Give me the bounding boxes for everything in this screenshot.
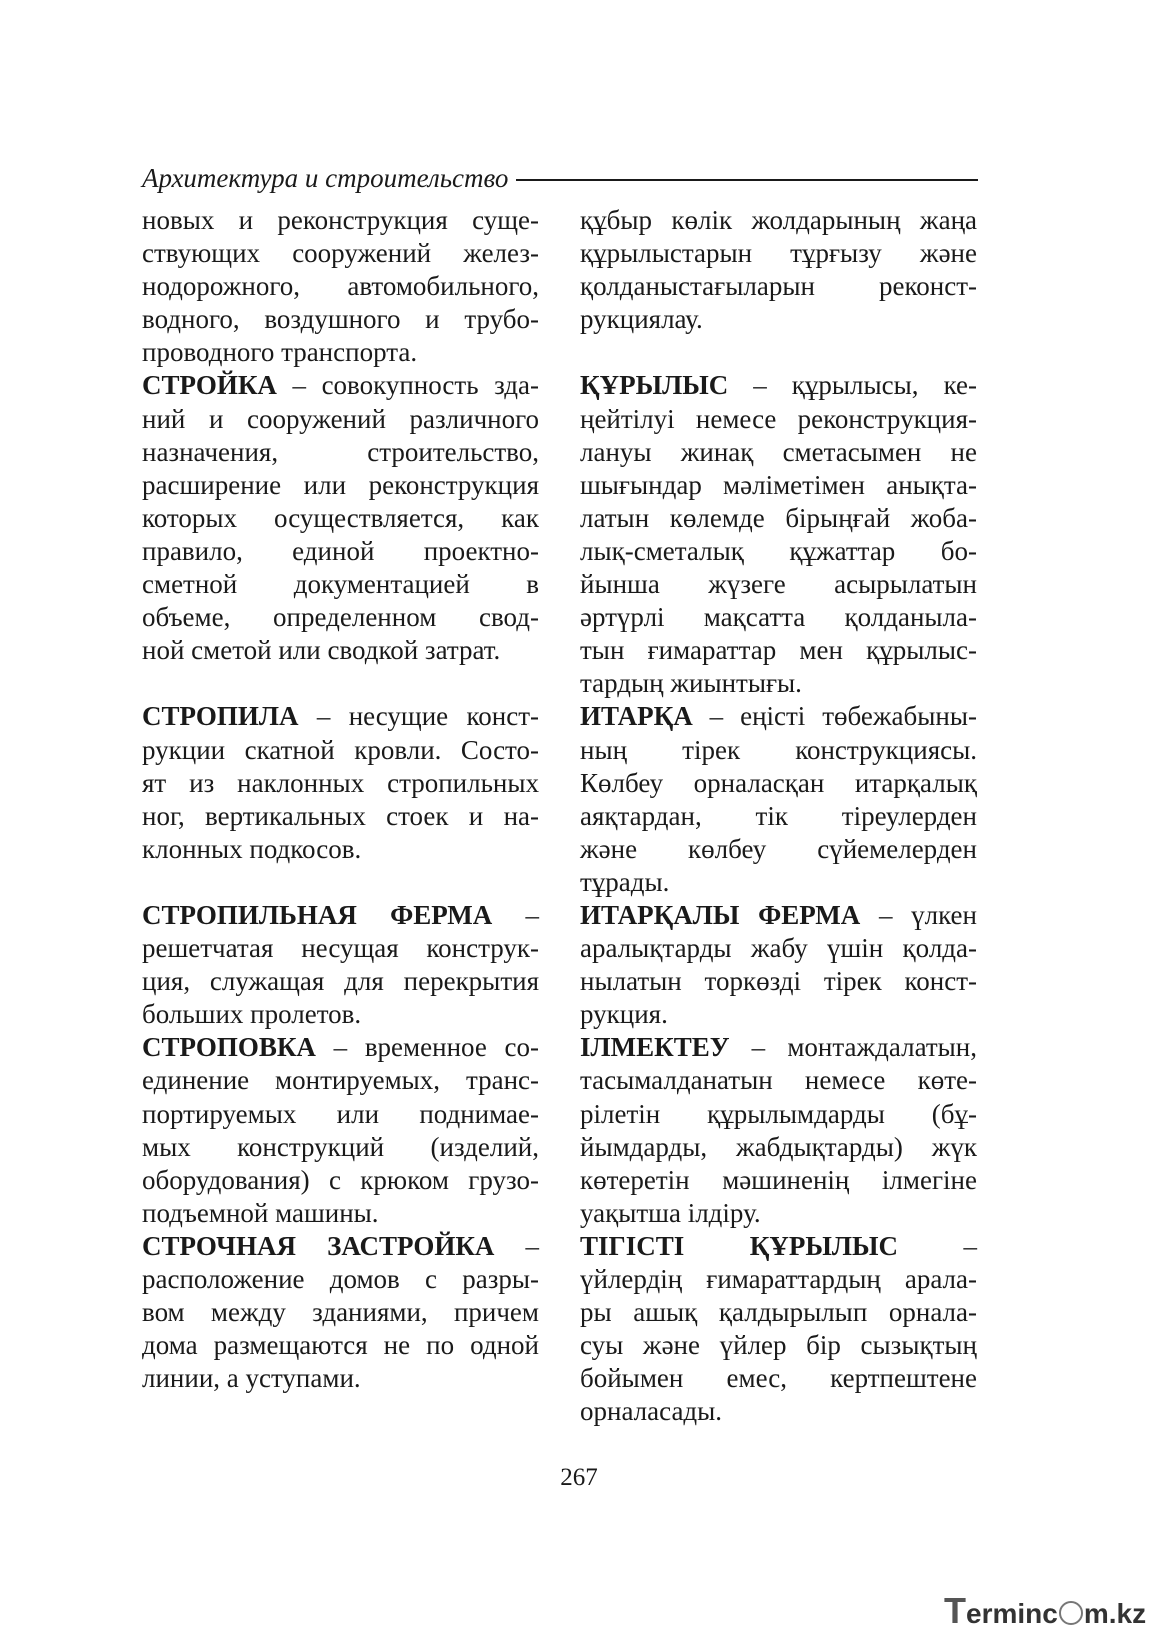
text-line bbox=[142, 1164, 539, 1197]
line-text: ног, вертикальных стоек и на- bbox=[142, 800, 539, 831]
text-line bbox=[142, 634, 539, 667]
text-line bbox=[142, 270, 539, 303]
line-text: лануы жинақ сметасымен не bbox=[580, 436, 977, 467]
line-text: решетчатая несущая конструк- bbox=[142, 933, 539, 964]
line-text: оборудования) с крюком грузо- bbox=[142, 1164, 539, 1195]
line-text: подъемной машины. bbox=[142, 1197, 379, 1228]
text-line bbox=[142, 932, 539, 965]
text-line bbox=[580, 270, 977, 303]
entry-term: СТРОЧНАЯ ЗАСТРОЙКА bbox=[142, 1230, 495, 1261]
left-column-russian bbox=[142, 204, 539, 1395]
text-line bbox=[142, 502, 539, 535]
header-title: Архитектура и строительство bbox=[142, 162, 509, 193]
line-text: рукции скатной кровли. Состо- bbox=[142, 734, 539, 765]
text-line bbox=[580, 502, 977, 535]
line-text: рукция. bbox=[580, 999, 668, 1030]
line-text: аяқтардан, тік тіреулерден bbox=[580, 800, 977, 831]
running-header bbox=[142, 160, 978, 196]
text-line bbox=[580, 1329, 977, 1362]
line-text: нылатын торкөзді тірек конст- bbox=[580, 966, 977, 997]
entry-term: СТРОПОВКА bbox=[142, 1032, 316, 1063]
line-text: сметной документацией в bbox=[142, 569, 539, 600]
right-column-kazakh bbox=[580, 204, 977, 1428]
line-text: аралықтарды жабу үшін қолда- bbox=[580, 933, 977, 964]
line-text: уақытша ілдіру. bbox=[580, 1197, 761, 1228]
line-text: бойымен емес, кертпештене bbox=[580, 1363, 977, 1394]
line-text: проводного транспорта. bbox=[142, 337, 418, 368]
line-text: тұрады. bbox=[580, 866, 670, 897]
line-text: мых конструкций (изделий, bbox=[142, 1131, 539, 1162]
text-line bbox=[580, 469, 977, 502]
line-text: нодорожного, автомобильного, bbox=[142, 271, 539, 302]
text-line bbox=[142, 237, 539, 270]
text-line bbox=[142, 767, 539, 800]
line-text: ры ашық қалдырылып орнала- bbox=[580, 1297, 977, 1328]
text-line bbox=[580, 634, 977, 667]
line-text: новых и реконструкция суще- bbox=[142, 205, 539, 235]
line-text: – bbox=[897, 1230, 977, 1261]
text-line bbox=[580, 1197, 977, 1230]
text-line bbox=[580, 833, 977, 866]
line-text: және көлбеу сүйемелерден bbox=[580, 833, 977, 864]
termincom-watermark-logo bbox=[944, 1590, 1146, 1632]
line-text: рукциялау. bbox=[580, 304, 703, 335]
line-text: суы және үйлер бір сызықтың bbox=[580, 1330, 977, 1361]
line-text: – үлкен bbox=[860, 899, 977, 930]
entry-term: ҚҰРЫЛЫС bbox=[580, 370, 729, 401]
line-text: йынша жүзеге асырылатын bbox=[580, 569, 977, 600]
line-text: которых осуществляется, как bbox=[142, 502, 539, 533]
text-line bbox=[580, 965, 977, 998]
line-text: единение монтируемых, транс- bbox=[142, 1065, 539, 1096]
text-line bbox=[580, 204, 977, 237]
text-line bbox=[142, 601, 539, 634]
text-line bbox=[142, 535, 539, 568]
line-text: Көлбеу орналасқан итарқалық bbox=[580, 767, 977, 798]
text-line bbox=[580, 369, 977, 402]
text-line bbox=[580, 1263, 977, 1296]
line-text: рілетін құрылымдарды (бұ- bbox=[580, 1098, 977, 1129]
line-text: ствующих сооружений желез- bbox=[142, 238, 539, 269]
line-text: үйлердің ғимараттардың арала- bbox=[580, 1264, 977, 1294]
line-text: құрылыстарын тұрғызу және bbox=[580, 238, 977, 269]
text-line bbox=[142, 700, 539, 733]
text-line bbox=[142, 734, 539, 767]
entry-term: СТРОЙКА bbox=[142, 370, 277, 401]
line-text: расположение домов с разры- bbox=[142, 1264, 539, 1294]
line-text: көтеретін мәшиненің ілмегіне bbox=[580, 1164, 977, 1195]
text-line bbox=[580, 303, 977, 336]
text-line bbox=[580, 866, 977, 899]
text-line bbox=[142, 998, 539, 1031]
text-line bbox=[142, 1263, 539, 1296]
line-text: – құрылысы, ке- bbox=[728, 370, 977, 401]
text-line bbox=[580, 1296, 977, 1329]
text-line bbox=[580, 535, 977, 568]
text-line bbox=[580, 568, 977, 601]
entry-term: СТРОПИЛЬНАЯ ФЕРМА bbox=[142, 899, 493, 930]
line-text: ной сметой или сводкой затрат. bbox=[142, 635, 501, 666]
line-text: правило, единой проектно- bbox=[142, 535, 539, 566]
line-text: расширение или реконструкция bbox=[142, 469, 539, 500]
line-text: шығындар мәліметімен анықта- bbox=[580, 469, 977, 500]
watermark-domain: m.kz bbox=[1083, 1598, 1147, 1629]
text-line bbox=[580, 667, 977, 700]
line-text: клонных подкосов. bbox=[142, 833, 362, 864]
text-line bbox=[142, 965, 539, 998]
text-line bbox=[580, 237, 977, 270]
text-line bbox=[580, 998, 977, 1031]
text-line bbox=[580, 403, 977, 436]
text-line bbox=[580, 1230, 977, 1263]
line-text: вом между зданиями, причем bbox=[142, 1297, 539, 1328]
text-line bbox=[142, 800, 539, 833]
text-line bbox=[142, 1362, 539, 1395]
line-text: – монтаждалатын, bbox=[729, 1032, 977, 1063]
text-line bbox=[142, 1031, 539, 1064]
text-line bbox=[142, 1329, 539, 1362]
line-text: – bbox=[492, 899, 539, 930]
line-text: латын көлемде бірыңғай жоба- bbox=[580, 502, 977, 533]
text-line bbox=[142, 469, 539, 502]
text-line bbox=[142, 1296, 539, 1329]
text-line bbox=[580, 601, 977, 634]
paragraph-gap bbox=[142, 667, 539, 700]
line-text: – несущие конст- bbox=[298, 701, 539, 732]
text-line bbox=[580, 1098, 977, 1131]
text-line bbox=[580, 436, 977, 469]
line-text: қолданыстағыларын реконст- bbox=[580, 271, 977, 302]
text-line bbox=[142, 436, 539, 469]
line-text: тасымалданатын немесе көте- bbox=[580, 1065, 977, 1096]
line-text: ның тірек конструкциясы. bbox=[580, 734, 977, 765]
text-line bbox=[142, 1098, 539, 1131]
line-text: йымдарды, жабдықтарды) жүк bbox=[580, 1131, 977, 1162]
text-line bbox=[142, 204, 539, 237]
line-text: портируемых или поднимае- bbox=[142, 1098, 539, 1129]
line-text: объеме, определенном свод- bbox=[142, 602, 539, 633]
entry-term: ИТАРҚА bbox=[580, 701, 693, 732]
text-line bbox=[580, 734, 977, 767]
text-line bbox=[142, 833, 539, 866]
text-line bbox=[580, 1064, 977, 1097]
line-text: тын ғимараттар мен құрылыс- bbox=[580, 635, 977, 666]
line-text: әртүрлі мақсатта қолданыла- bbox=[580, 602, 977, 633]
text-line bbox=[142, 403, 539, 436]
paragraph-gap bbox=[142, 866, 539, 899]
line-text: ят из наклонных стропильных bbox=[142, 767, 539, 798]
text-line bbox=[142, 369, 539, 402]
text-line bbox=[580, 1164, 977, 1197]
line-text: ний и сооружений различного bbox=[142, 403, 539, 434]
page-number: 267 bbox=[560, 1464, 598, 1491]
watermark-text: erminc bbox=[966, 1598, 1058, 1629]
text-line bbox=[580, 932, 977, 965]
paragraph-gap bbox=[580, 336, 977, 369]
text-line bbox=[580, 899, 977, 932]
watermark-magnifier-icon bbox=[1059, 1601, 1083, 1625]
text-line bbox=[142, 1064, 539, 1097]
line-text: назначения, строительство, bbox=[142, 436, 539, 467]
entry-term: ІЛМЕКТЕУ bbox=[580, 1032, 730, 1063]
text-line bbox=[580, 1362, 977, 1395]
line-text: орналасады. bbox=[580, 1396, 723, 1427]
text-line bbox=[580, 800, 977, 833]
line-text: линии, а уступами. bbox=[142, 1363, 361, 1394]
text-line bbox=[142, 1197, 539, 1230]
line-text: ция, служащая для перекрытия bbox=[142, 966, 539, 997]
line-text: водного, воздушного и трубо- bbox=[142, 304, 539, 335]
text-line bbox=[142, 899, 539, 932]
text-line bbox=[142, 1131, 539, 1164]
text-line bbox=[580, 1031, 977, 1064]
line-text: – еңісті төбежабыны- bbox=[692, 701, 977, 732]
line-text: дома размещаются не по одной bbox=[142, 1330, 539, 1361]
watermark-letter: T bbox=[944, 1590, 966, 1631]
entry-term: ИТАРҚАЛЫ ФЕРМА bbox=[580, 899, 861, 930]
text-line bbox=[142, 568, 539, 601]
line-text: лық-сметалық құжаттар бо- bbox=[580, 535, 977, 566]
text-line bbox=[142, 303, 539, 336]
line-text: – совокупность зда- bbox=[276, 370, 539, 401]
line-text: больших пролетов. bbox=[142, 999, 362, 1030]
text-line bbox=[142, 336, 539, 369]
entry-term: ТІГІСТІ ҚҰРЫЛЫС bbox=[580, 1230, 898, 1261]
text-line bbox=[142, 1230, 539, 1263]
line-text: – bbox=[494, 1230, 539, 1261]
entry-term: СТРОПИЛА bbox=[142, 701, 299, 732]
text-line bbox=[580, 1395, 977, 1428]
text-line bbox=[580, 1131, 977, 1164]
text-line bbox=[580, 700, 977, 733]
line-text: ңейтілуі немесе реконструкция- bbox=[580, 403, 977, 434]
line-text: құбыр көлік жолдарының жаңа bbox=[580, 205, 977, 235]
line-text: тардың жиынтығы. bbox=[580, 668, 802, 699]
line-text: – временное со- bbox=[315, 1032, 539, 1063]
header-rule bbox=[516, 179, 978, 181]
text-line bbox=[580, 767, 977, 800]
